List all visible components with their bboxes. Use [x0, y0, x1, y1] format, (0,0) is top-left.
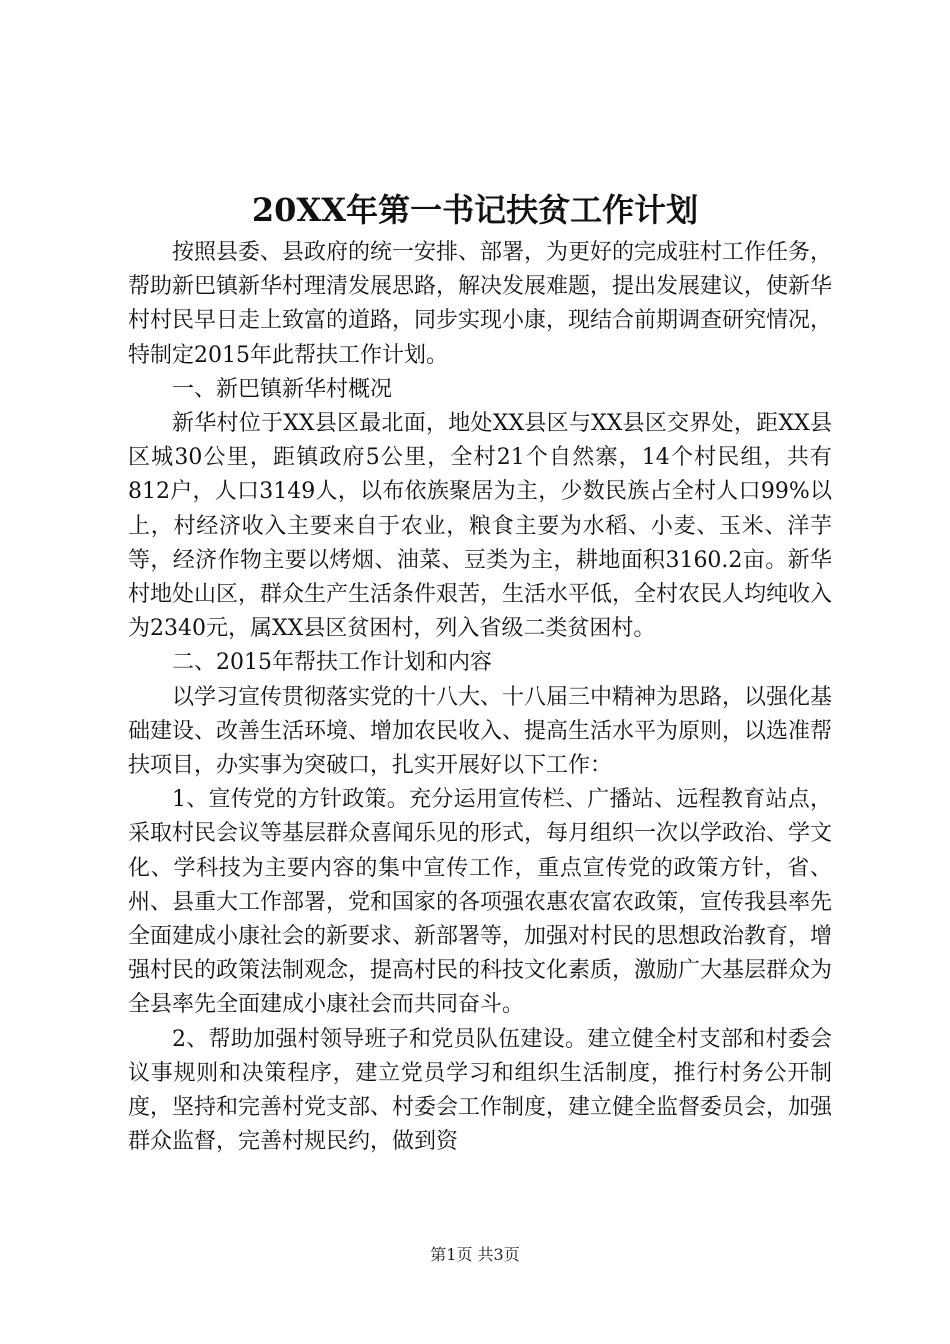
document-body	[128, 236, 832, 1159]
plan-item-2-paragraph: 2、帮助加强村领导班子和党员队伍建设。建立健全村支部和村委会议事规则和决策程序，建立党员学习和组织生活制度，推行村务公开制度，坚持和完善村党支部、村委会工作制度，建立健全监督委员会，加强群众监督，完善村规民约，做到资	[128, 1026, 833, 1155]
page-footer: 第1页 共3页	[430, 1245, 520, 1264]
plan-item-1-paragraph: 1、宣传党的方针政策。充分运用宣传栏、广播站、远程教育站点，采取村民会议等基层群众喜闻乐见的形式，每月组织一次以学政治、学文化、学科技为主要内容的集中宣传工作，重点宣传党的政策方针，省、州、县重大工作部署，党和国家的各项强农惠农富农政策，宣传我县率先全面建成小康社会的新要求、新部署等，加强对村民的思想政治教育，增强村民的政策法制观念，提高村民的科技文化素质，激励广大基层群众为全县率先全面建成小康社会而共同奋斗。	[128, 787, 833, 1018]
section-heading-overview: 一、新巴镇新华村概况	[172, 376, 393, 402]
intro-paragraph: 按照县委、县政府的统一安排、部署，为更好的完成驻村工作任务，帮助新巴镇新华村理清发展思路，解决发展难题，提出发展建议，使新华村村民早日走上致富的道路，同步实现小康，现结合前期调查研究情况，特制定2015年此帮扶工作计划。	[128, 240, 833, 368]
document-title: 20XX年第一书记扶贫工作计划	[251, 191, 699, 229]
overview-paragraph: 新华村位于XX县区最北面，地处XX县区与XX县区交界处，距XX县区城30公里，距镇政府5公里，全村21个自然寨，14个村民组，共有812户，人口3149人，以布依族聚居为主，少数民族占全村人口99%以上，村经济收入主要来自于农业，粮食主要为水稻、小麦、玉米、洋芋等，经济作物主要以烤烟、油菜、豆类为主，耕地面积3160.2亩。新华村地处山区，群众生产生活条件艰苦，生活水平低，全村农民人均纯收入为2340元，属XX县区贫困村，列入省级二类贫困村。	[128, 411, 833, 642]
plan-intro-paragraph: 以学习宣传贯彻落实党的十八大、十八届三中精神为思路，以强化基础建设、改善生活环境、增加农民收入、提高生活水平为原则，以选准帮扶项目，办实事为突破口，扎实开展好以下工作：	[128, 684, 833, 779]
section-heading-plan: 二、2015年帮扶工作计划和内容	[172, 650, 492, 676]
